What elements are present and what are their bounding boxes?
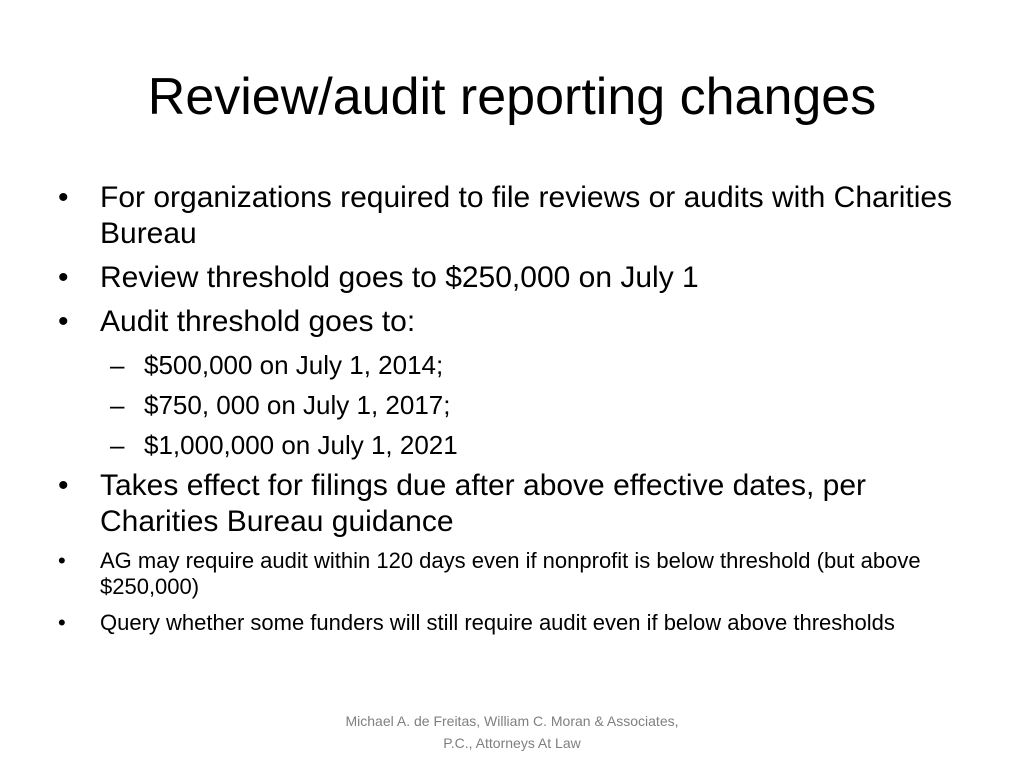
- bullet-text: For organizations required to file reviews or audits with Charities Bureau: [100, 181, 953, 250]
- bullet-item: [58, 180, 978, 252]
- bullet-icon: •: [58, 610, 66, 635]
- bullet-icon: •: [58, 305, 69, 338]
- bullet-icon: •: [58, 548, 66, 573]
- bullet-text: Audit threshold goes to:: [100, 305, 416, 338]
- bullet-text: Takes effect for filings due after above effective dates, per Charities Bureau guidance: [100, 469, 867, 538]
- sub-bullet-item: [58, 348, 978, 382]
- bullet-icon: •: [58, 469, 69, 502]
- bullet-text: AG may require audit within 120 days even if nonprofit is below threshold (but above $250,000): [100, 548, 921, 599]
- bullet-text: Review threshold goes to $250,000 on July 1: [100, 261, 699, 294]
- sub-bullet-item: [58, 428, 978, 462]
- sub-bullet-text: $500,000 on July 1, 2014;: [144, 350, 444, 380]
- sub-bullet-text: $1,000,000 on July 1, 2021: [144, 430, 458, 460]
- bullet-icon: •: [58, 261, 69, 294]
- bullet-item: [58, 610, 978, 636]
- bullet-item: [58, 304, 978, 340]
- sub-bullet-text: $750, 000 on July 1, 2017;: [144, 390, 451, 420]
- sub-bullet-item: [58, 388, 978, 422]
- dash-icon: –: [110, 430, 125, 460]
- dash-icon: –: [110, 390, 125, 420]
- dash-icon: –: [110, 350, 125, 380]
- slide-title: Review/audit reporting changes: [147, 68, 877, 126]
- bullet-item: [58, 548, 978, 600]
- bullet-item: [58, 468, 978, 540]
- bullet-item: [58, 260, 978, 296]
- slide-footer: Michael A. de Freitas, William C. Moran & Associates, P.C., Attorneys At Law: [345, 713, 679, 751]
- bullet-text: Query whether some funders will still require audit even if below above thresholds: [100, 610, 895, 635]
- bullet-list: [58, 180, 978, 646]
- bullet-icon: •: [58, 181, 69, 214]
